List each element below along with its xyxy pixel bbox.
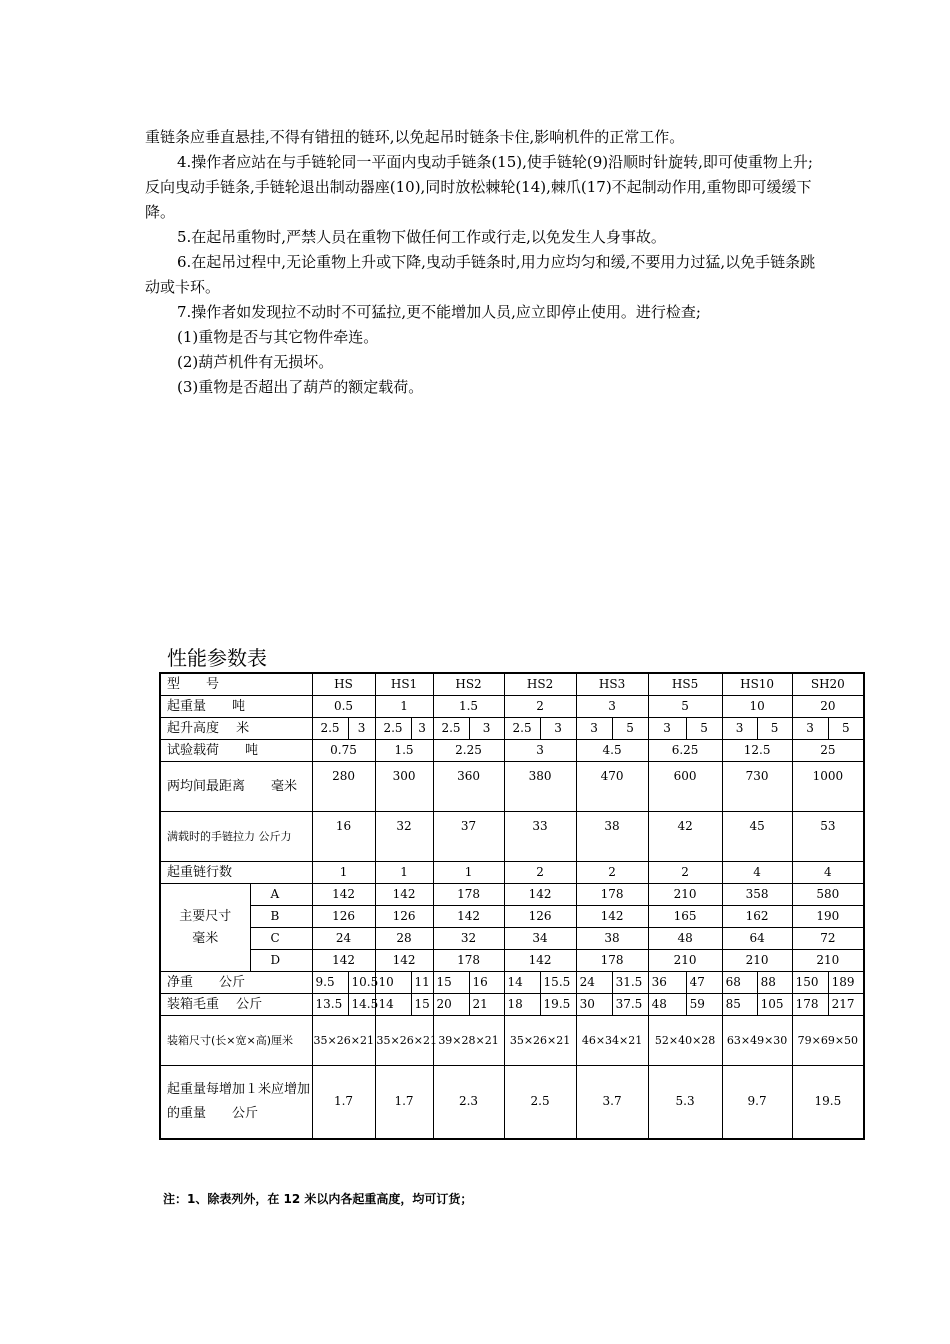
gross-weight-cell: 20 (433, 994, 469, 1016)
capacity-cell: 10 (722, 696, 792, 718)
chain-falls-cell: 4 (722, 862, 792, 884)
lift-cell: 3 (469, 718, 504, 740)
dimension-key: A (250, 884, 312, 906)
test-load-cell: 25 (792, 740, 864, 762)
lift-cell: 5 (828, 718, 864, 740)
dimension-cell: 38 (576, 928, 648, 950)
dimension-cell: 142 (375, 884, 433, 906)
dimension-cell: 162 (722, 906, 792, 928)
dimension-cell: 142 (312, 884, 375, 906)
net-weight-cell: 10.5 (348, 972, 375, 994)
hook-distance-cell: 600 (648, 762, 722, 812)
capacity-cell: 5 (648, 696, 722, 718)
dimension-cell: 178 (433, 950, 504, 972)
dimension-cell: 28 (375, 928, 433, 950)
gross-weight-cell: 30 (576, 994, 612, 1016)
extra-weight-cell: 2.5 (504, 1066, 576, 1139)
spec-table (159, 672, 865, 1140)
pull-force-label: 满载时的手链拉力 公斤力 (160, 812, 312, 862)
dimension-cell: 178 (576, 884, 648, 906)
dimension-row-c (160, 928, 864, 950)
dimension-cell: 165 (648, 906, 722, 928)
net-weight-cell: 68 (722, 972, 757, 994)
chain-falls-cell: 1 (312, 862, 375, 884)
chain-falls-cell: 4 (792, 862, 864, 884)
dimension-cell: 178 (576, 950, 648, 972)
lift-cell: 5 (757, 718, 792, 740)
table-title: 性能参数表 (167, 646, 267, 670)
lift-label: 起升高度 米 (160, 718, 312, 740)
dimension-cell: 142 (433, 906, 504, 928)
pull-force-cell: 33 (504, 812, 576, 862)
net-weight-cell: 150 (792, 972, 828, 994)
model-cell: HS1 (375, 673, 433, 696)
box-size-cell: 52×40×28 (648, 1016, 722, 1066)
dimension-cell: 126 (312, 906, 375, 928)
test-load-cell: 0.75 (312, 740, 375, 762)
net-weight-row (160, 972, 864, 994)
dimension-cell: 24 (312, 928, 375, 950)
body-paragraph-6: 6.在起吊过程中,无论重物上升或下降,曳动手链条时,用力应均匀和缓,不要用力过猛,以免手链条跳动或卡环。 (145, 253, 816, 296)
net-weight-cell: 11 (411, 972, 433, 994)
test-load-cell: 12.5 (722, 740, 792, 762)
hook-distance-cell: 470 (576, 762, 648, 812)
dimension-key: D (250, 950, 312, 972)
lift-cell: 5 (612, 718, 648, 740)
hook-distance-cell: 280 (312, 762, 375, 812)
hook-distance-cell: 360 (433, 762, 504, 812)
test-load-row (160, 740, 864, 762)
model-cell: HS2 (433, 673, 504, 696)
lift-cell: 3 (792, 718, 828, 740)
hook-distance-row (160, 762, 864, 812)
lift-row (160, 718, 864, 740)
dimension-cell: 48 (648, 928, 722, 950)
lift-cell: 3 (576, 718, 612, 740)
chain-falls-label: 起重链行数 (160, 862, 312, 884)
lift-cell: 3 (722, 718, 757, 740)
dimension-cell: 178 (433, 884, 504, 906)
lift-cell: 3 (648, 718, 686, 740)
net-weight-cell: 10 (375, 972, 411, 994)
lift-cell: 3 (540, 718, 576, 740)
capacity-cell: 2 (504, 696, 576, 718)
dimension-cell: 64 (722, 928, 792, 950)
pull-force-cell: 16 (312, 812, 375, 862)
gross-weight-cell: 48 (648, 994, 686, 1016)
pull-force-cell: 37 (433, 812, 504, 862)
dimension-row-b (160, 906, 864, 928)
dimension-cell: 32 (433, 928, 504, 950)
chain-falls-cell: 2 (504, 862, 576, 884)
net-weight-cell: 31.5 (612, 972, 648, 994)
dimension-cell: 580 (792, 884, 864, 906)
gross-weight-cell: 19.5 (540, 994, 576, 1016)
lift-cell: 3 (348, 718, 375, 740)
model-cell: HS (312, 673, 375, 696)
check-item-2: (2)葫芦机件有无损坏。 (177, 353, 334, 371)
lift-cell: 2.5 (504, 718, 540, 740)
chain-falls-cell: 1 (375, 862, 433, 884)
dimension-cell: 210 (648, 884, 722, 906)
gross-weight-row (160, 994, 864, 1016)
net-weight-cell: 24 (576, 972, 612, 994)
dimension-cell: 210 (722, 950, 792, 972)
hook-distance-label: 两均间最距离 毫米 (160, 762, 312, 812)
model-cell: SH20 (792, 673, 864, 696)
box-size-cell: 63×49×30 (722, 1016, 792, 1066)
model-cell: HS5 (648, 673, 722, 696)
gross-weight-cell: 37.5 (612, 994, 648, 1016)
lift-cell: 5 (686, 718, 722, 740)
chain-falls-cell: 1 (433, 862, 504, 884)
net-weight-cell: 189 (828, 972, 864, 994)
dimension-cell: 72 (792, 928, 864, 950)
dimension-cell: 142 (375, 950, 433, 972)
dimension-row-a (160, 884, 864, 906)
gross-weight-cell: 59 (686, 994, 722, 1016)
gross-weight-cell: 105 (757, 994, 792, 1016)
extra-weight-cell: 5.3 (648, 1066, 722, 1139)
gross-weight-cell: 178 (792, 994, 828, 1016)
capacity-cell: 0.5 (312, 696, 375, 718)
pull-force-cell: 42 (648, 812, 722, 862)
extra-weight-cell: 9.7 (722, 1066, 792, 1139)
dimension-cell: 142 (504, 884, 576, 906)
lift-cell: 3 (411, 718, 433, 740)
body-paragraph-0: 重链条应垂直悬挂,不得有错扭的链环,以免起吊时链条卡住,影响机件的正常工作。 (145, 128, 685, 146)
body-paragraph-7: 7.操作者如发现拉不动时不可猛拉,更不能增加人员,应立即停止使用。进行检查; (177, 303, 701, 321)
extra-weight-cell: 3.7 (576, 1066, 648, 1139)
model-label: 型 号 (160, 673, 312, 696)
lift-cell: 2.5 (375, 718, 411, 740)
table-note: 注：1、除表列外，在 12 米以内各起重高度，均可订货； (163, 1192, 473, 1206)
dimension-cell: 358 (722, 884, 792, 906)
capacity-label: 起重量 吨 (160, 696, 312, 718)
net-weight-cell: 15 (433, 972, 469, 994)
dimension-key: C (250, 928, 312, 950)
chain-falls-row (160, 862, 864, 884)
capacity-cell: 1.5 (433, 696, 504, 718)
check-item-1: (1)重物是否与其它物件牵连。 (177, 328, 379, 346)
net-weight-cell: 36 (648, 972, 686, 994)
box-size-cell: 35×26×21 (312, 1016, 375, 1066)
extra-weight-cell: 1.7 (375, 1066, 433, 1139)
box-size-row (160, 1016, 864, 1066)
test-load-cell: 6.25 (648, 740, 722, 762)
test-load-cell: 2.25 (433, 740, 504, 762)
hook-distance-cell: 380 (504, 762, 576, 812)
model-cell: HS10 (722, 673, 792, 696)
dimension-cell: 142 (576, 906, 648, 928)
dimension-cell: 142 (312, 950, 375, 972)
box-size-cell: 39×28×21 (433, 1016, 504, 1066)
lift-cell: 2.5 (312, 718, 348, 740)
dimension-row-d (160, 950, 864, 972)
gross-weight-cell: 13.5 (312, 994, 348, 1016)
box-size-cell: 35×26×21 (504, 1016, 576, 1066)
test-load-label: 试验载荷 吨 (160, 740, 312, 762)
gross-weight-label: 装箱毛重 公斤 (160, 994, 312, 1016)
net-weight-label: 净重 公斤 (160, 972, 312, 994)
pull-force-cell: 45 (722, 812, 792, 862)
gross-weight-cell: 85 (722, 994, 757, 1016)
capacity-cell: 3 (576, 696, 648, 718)
dimension-cell: 126 (504, 906, 576, 928)
box-size-cell: 35×26×21 (375, 1016, 433, 1066)
extra-weight-cell: 2.3 (433, 1066, 504, 1139)
test-load-cell: 3 (504, 740, 576, 762)
extra-weight-label: 起重量每增加１米应增加的重量 公斤 (160, 1066, 312, 1139)
chain-falls-cell: 2 (648, 862, 722, 884)
gross-weight-cell: 14 (375, 994, 411, 1016)
lift-cell: 2.5 (433, 718, 469, 740)
gross-weight-cell: 14.5 (348, 994, 375, 1016)
dimension-cell: 190 (792, 906, 864, 928)
box-size-cell: 79×69×50 (792, 1016, 864, 1066)
hook-distance-cell: 300 (375, 762, 433, 812)
capacity-row (160, 696, 864, 718)
dimension-key: B (250, 906, 312, 928)
check-item-3: (3)重物是否超出了葫芦的额定载荷。 (177, 378, 424, 396)
pull-force-cell: 38 (576, 812, 648, 862)
dimension-cell: 34 (504, 928, 576, 950)
extra-weight-cell: 19.5 (792, 1066, 864, 1139)
net-weight-cell: 88 (757, 972, 792, 994)
model-cell: HS3 (576, 673, 648, 696)
dimensions-label: 主要尺寸毫米 (160, 884, 250, 972)
dimension-cell: 210 (648, 950, 722, 972)
pull-force-cell: 53 (792, 812, 864, 862)
gross-weight-cell: 18 (504, 994, 540, 1016)
test-load-cell: 4.5 (576, 740, 648, 762)
net-weight-cell: 15.5 (540, 972, 576, 994)
chain-falls-cell: 2 (576, 862, 648, 884)
test-load-cell: 1.5 (375, 740, 433, 762)
hook-distance-cell: 1000 (792, 762, 864, 812)
box-size-label: 装箱尺寸(长×宽×高)厘米 (160, 1016, 312, 1066)
net-weight-cell: 16 (469, 972, 504, 994)
dimension-cell: 210 (792, 950, 864, 972)
pull-force-row (160, 812, 864, 862)
capacity-cell: 1 (375, 696, 433, 718)
gross-weight-cell: 217 (828, 994, 864, 1016)
dimension-cell: 126 (375, 906, 433, 928)
gross-weight-cell: 21 (469, 994, 504, 1016)
box-size-cell: 46×34×21 (576, 1016, 648, 1066)
dimension-cell: 142 (504, 950, 576, 972)
hook-distance-cell: 730 (722, 762, 792, 812)
extra-weight-row (160, 1066, 864, 1139)
pull-force-cell: 32 (375, 812, 433, 862)
net-weight-cell: 9.5 (312, 972, 348, 994)
net-weight-cell: 47 (686, 972, 722, 994)
gross-weight-cell: 15 (411, 994, 433, 1016)
extra-weight-cell: 1.7 (312, 1066, 375, 1139)
capacity-cell: 20 (792, 696, 864, 718)
body-paragraph-4: 4.操作者应站在与手链轮同一平面内曳动手链条(15),使手链轮(9)沿顺时针旋转,即可使重物上升;反向曳动手链条,手链轮退出制动器座(10),同时放松棘轮(14),棘爪(17)不起制动作用,重物即可缓缓下降。 (145, 153, 813, 221)
body-paragraph-5: 5.在起吊重物时,严禁人员在重物下做任何工作或行走,以免发生人身事故。 (177, 228, 666, 246)
model-row (160, 673, 864, 696)
net-weight-cell: 14 (504, 972, 540, 994)
model-cell: HS2 (504, 673, 576, 696)
